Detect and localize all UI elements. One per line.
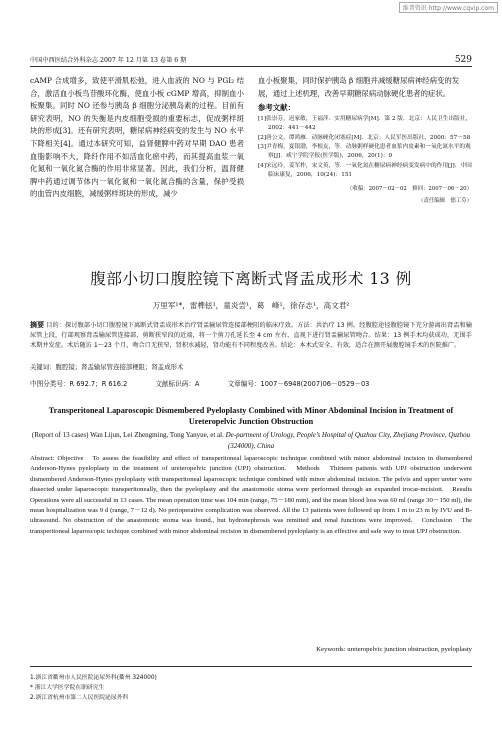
footnote-item: 2.浙江省杭州市第二人民医院泌尿外科 [30, 695, 129, 701]
reference-item: [3]尹青梅，夏银渤，李根友，等．动脉粥样硬化患者血浆内皮素和一氧化氮水平的观察[J]．咸宁学院学报(医学版)，2006，20(1)：9 [258, 144, 471, 160]
abstract-label: 摘要 [30, 321, 45, 329]
footnote-item: * 浙江大学医学院在职研究生 [30, 685, 105, 691]
footnote-item: 1.浙江省衢州市人民医院泌尿外科(衢州 324000) [30, 675, 157, 681]
english-abstract: Abstract: Objective To assess the feasibility and effect of transperitoneal laparoscopic technique combined with minor abdominal incision in dismembered Anderson-Hynes pyeloplasty in the treatment of ureteropelvic junction (UPJ) obstruction. Methods Thirteen patients with UPJ obstruction underwent dismembered Anderson-Hynes pyeloplasty with transperitoneal laparoscopic technique combined with minor abdominal incision. The pelvis and upper ureter were dissected under laparoscopic transperitoneally, then the pyeloplasty and the anastomotic stoma were performed through an expanded trocar-mcisiott. Results Operations were all successful in 13 cases. The mean operation time was 104 min (range, 75－180 min), and the mean blood loss was 60 ml (range 30－150 ml), the mean hospitalization was 9 d (range, 7－12 d). No perioperative complication was observed. All the 13 patients were followed up from 1 m to 23 m by IVU and B-ultrasound. No obstruction of the anastomotic stoma was found., but hydronephrosis was remitted and renal functions were improved. Conclusion The transperitoneal laparoscopic techique combined with minor abdominal recision in dismembered pyeloplasty is an effective and safe way to treat UPJ obstruction. [30, 455, 479, 535]
english-author-names: Wan Lijun, Lei Zhengming, Tong Yanyue, et al. [90, 431, 224, 439]
chinese-abstract [30, 321, 472, 350]
right-paragraph: 血小板聚集，同时保护胰岛 β 细胞并减缓糖尿病神经病变的发展，通过上述机理，改善早期糖尿病动脉硬化患者的症状。 [258, 76, 460, 98]
article-title: 腹部小切口腹腔镜下离断式肾盂成形术 13 例 [90, 270, 412, 288]
responsible-editor: （责任编辑 德工芬） [418, 198, 472, 205]
reference-item: [2]唐公文，谭鸿雁．动脉硬化闭塞症[M]．北京：人民军医出版社，2000：57－58 [258, 134, 471, 141]
reference-item: [4]宋远玲，姜军柞，宋文英，等．一氧化氮在糖尿病神经病变发病中的作用[J]．中国临床康复，2006，10(24)：151 [258, 162, 472, 179]
right-column [258, 75, 472, 208]
english-affiliation: De-partment of Urology, People’s Hospital of Quzhou City, Zhejiang Province, Quzhou (324000), China [225, 431, 471, 450]
document-code: 文献标识码：A [155, 380, 200, 388]
received-dates: （收稿：2007－02－02 修回：2007－06－20） [347, 185, 472, 192]
left-paragraph: cAMP 合成增多，致使平滑肌松弛，进入血液的 NO 与 PGI₂ 结合，激活血小板鸟苷酸环化酶，使血小板 cGMP 增高，抑制血小板聚集。同时 NO 还参与胰岛 β 细胞分泌胰岛素的过程。目前有研究表明，NO 的失衡是内皮细胞受损的重要标志，促成粥样斑块的形成[3]。还有研究表明，糖尿病神经病变的发生与 NO 水平下降相关[4]。通过本研究可知，益肾健脾中药对早期 DAO 患者血脂影响不大，降纤作用不如活血化瘀中药，而其提高血浆一氧化氮和一氧化氮合酶的作用非常显著。因此，我们分析，温肾健脾中药通过调节体内一氧化氮和一氧化氮合酶的含量，保护受损的血管内皮细胞，减缓粥样斑块的形成，减少 [30, 76, 244, 199]
clc-number: 中图分类号：R 692.7；R 616.2 [30, 380, 128, 388]
article-number: 文章编号：1007－6948(2007)06－0529－03 [227, 380, 370, 388]
classification-line [30, 378, 472, 388]
english-authors [30, 430, 472, 452]
report-note: (Report of 13 cases) [31, 431, 89, 439]
journal-info: 中国中西医结合外科杂志 2007 年 12 月第 13 卷第 6 期 [30, 57, 187, 64]
watermark: 维普资讯 http://www.cqvip.com [399, 2, 498, 13]
chinese-keywords: 关键词：腹腔镜；肾盂输尿管连接部梗阻；肾盂成形术 [30, 363, 184, 371]
abstract-text: 目的：探讨腹部小切口腹腔镜下离断式肾盂成形术治疗肾盂输尿管连接部梗阻的临床疗效。方法：共治疗 13 例。经腹腔途径腹腔镜下充分游离出肾盂和输尿管上段，行部观察肾盂输尿管连接部，剪断狭窄段的近端，将一个剪刀孔延长至 4 cm 左右，直视下进行肾盂输尿管吻合。结果：13 例手术均获成功，无围手术期并发症。术后随访 1～23 个月，吻合口无狭窄，肾积水减轻，肾功能有不同程度改善。结论：本术式安全、有效，适合在测开展腹腔镜手术的医院推广。 [30, 322, 473, 349]
left-column [30, 75, 244, 201]
page-number: 529 [454, 55, 472, 65]
footnotes [30, 666, 472, 703]
running-header [30, 54, 472, 67]
reference-item: [1]张崇芬，迟家敏，王福萍．实用糖尿病学[M]．第 2 版．北京：人民卫生出版社，2002：441－442 [258, 115, 472, 132]
english-title: Transperitoneal Laparoscopic Dismembered Pyeloplasty Combined with Minor Abdominal Incision in Treatment of Ureteropelvic Junction Obstruction [48, 406, 454, 426]
article-authors: 万里军¹*，雷榫铉¹，童炎尝¹，葛 峰¹，徐存志¹，高文君² [152, 301, 350, 310]
english-keywords: Keywords: ureteropelvic junction obstruction, pyeloplasty [316, 646, 472, 653]
references-heading: 参考文献： [258, 103, 295, 113]
